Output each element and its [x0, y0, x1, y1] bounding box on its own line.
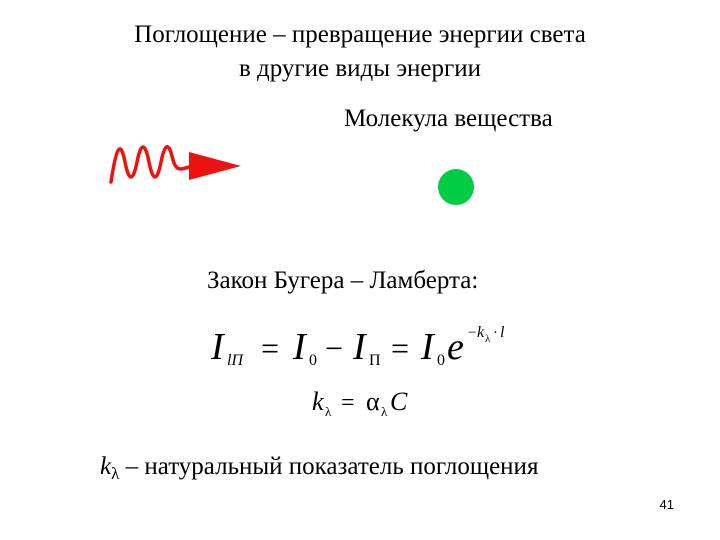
photon-arrowhead — [189, 152, 241, 180]
formula-I-passed: I — [353, 326, 366, 368]
title-line-2: в другие виды энергии — [238, 55, 482, 82]
formula-k-equals: = — [341, 390, 355, 416]
formula-e: e — [447, 326, 464, 368]
formula-exp-l: l — [500, 324, 505, 341]
definition-lambda: λ — [111, 464, 120, 483]
formula-k-k: k — [312, 387, 324, 416]
formula-k-C: C — [390, 387, 408, 416]
formula-sub-zero-2: 0 — [437, 352, 445, 369]
formula-exp-minus: − — [468, 325, 477, 341]
slide-number: 41 — [659, 497, 674, 512]
circle-icon — [437, 168, 477, 208]
formula-k-alpha: α — [366, 387, 380, 416]
molecule-circle — [438, 169, 474, 205]
formula-sub-lP: lП — [227, 352, 243, 369]
slide-title — [0, 18, 720, 86]
formula-exp-k: k — [477, 324, 485, 341]
formula-minus: − — [325, 330, 344, 366]
definition-text: – натуральный показатель поглощения — [119, 453, 539, 480]
formula-I-zero-2: I — [421, 326, 434, 368]
formula-equals-2: = — [391, 330, 410, 366]
formula-I-absorbed: I — [211, 326, 224, 368]
formula-I-zero: I — [293, 326, 306, 368]
photon-wave — [111, 147, 193, 182]
formula-sub-zero: 0 — [309, 352, 317, 369]
formula-k-lambda: λ — [325, 404, 332, 419]
formula-equals-1: = — [261, 330, 280, 366]
beer-lambert-formula — [205, 315, 525, 370]
title-line-1: Поглощение – превращение энергии света — [134, 21, 586, 48]
law-title: Закон Бугера – Ламберта: — [207, 267, 479, 294]
formula-exp-dot: · — [493, 325, 498, 341]
definition-k: k — [100, 453, 112, 480]
formula-exp-lambda: λ — [485, 333, 491, 345]
molecule-label: Молекула вещества — [344, 105, 553, 132]
formula-k-alpha-lambda: λ — [381, 404, 388, 419]
definition-line — [100, 450, 538, 486]
absorption-coefficient-formula — [308, 380, 428, 425]
formula-sub-P: П — [369, 352, 381, 369]
wavy-arrow-icon — [105, 140, 245, 190]
